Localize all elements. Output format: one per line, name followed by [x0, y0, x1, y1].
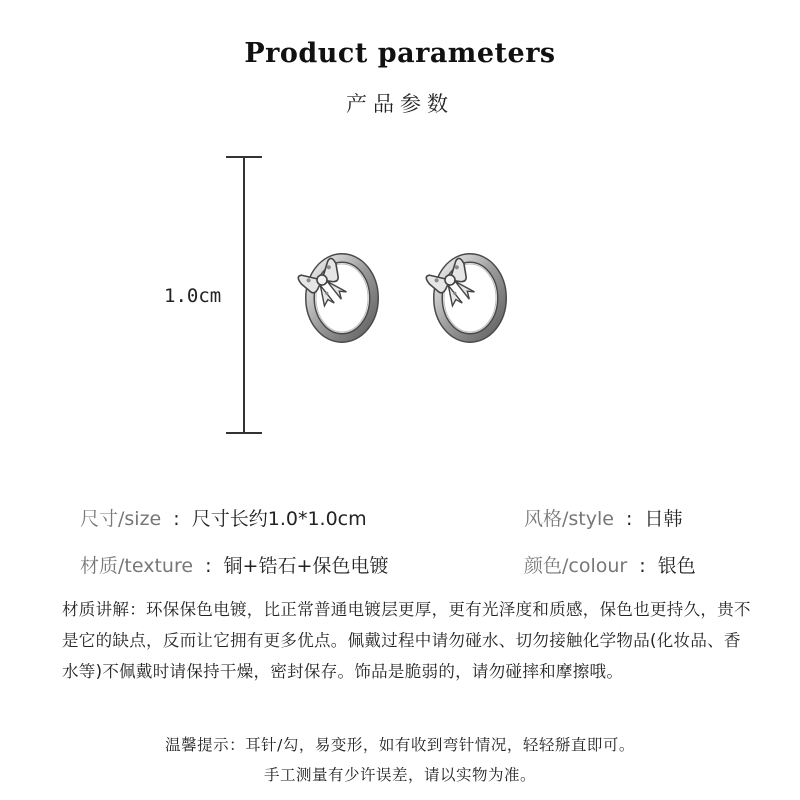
measurement-label: 1.0cm [164, 285, 222, 307]
page-subtitle: 产品参数 [346, 92, 454, 116]
spec-size-sep: : [173, 508, 180, 530]
spec-colour [524, 551, 696, 578]
spec-colour-sep: : [639, 555, 646, 577]
page-title: Product parameters [244, 38, 556, 69]
measurement-note: 手工测量有少许误差，请以实物为准。 [263, 766, 536, 784]
spec-style-key: 风格/style [524, 508, 614, 530]
spec-style [524, 504, 682, 531]
spec-style-value: 日韩 [644, 508, 683, 530]
spec-size [80, 504, 367, 531]
material-description: 材质讲解：环保保色电镀，比正常普通电镀层更厚，更有光泽度和质感，保色也更持久，贵不是它的缺点，反而让它拥有更多优点。佩戴过程中请勿碰水、切勿接触化学物品(化妆品、香水等)不佩戴时请保持干燥，密封保存。饰品是脆弱的，请勿碰摔和摩擦哦。 [62, 600, 751, 681]
spec-style-sep: : [626, 508, 633, 530]
spec-texture-sep: : [205, 555, 212, 577]
spec-colour-key: 颜色/colour [524, 555, 628, 577]
spec-texture [80, 551, 388, 578]
spec-size-value: 尺寸长约1.0*1.0cm [191, 508, 367, 530]
bow-hoop-earring-icon [296, 240, 380, 352]
spec-texture-value: 铜+锆石+保色电镀 [223, 555, 389, 577]
spec-texture-key: 材质/texture [80, 555, 194, 577]
warm-tip: 温馨提示：耳针/勾，易变形，如有收到弯针情况，轻轻掰直即可。 [165, 736, 635, 754]
ruler-line [243, 156, 245, 434]
spec-colour-value: 银色 [657, 555, 696, 577]
measurement-ruler [226, 156, 262, 434]
spec-size-key: 尺寸/size [80, 508, 162, 530]
ruler-bottom-tick [226, 432, 262, 434]
bow-hoop-earring-icon [424, 240, 508, 352]
